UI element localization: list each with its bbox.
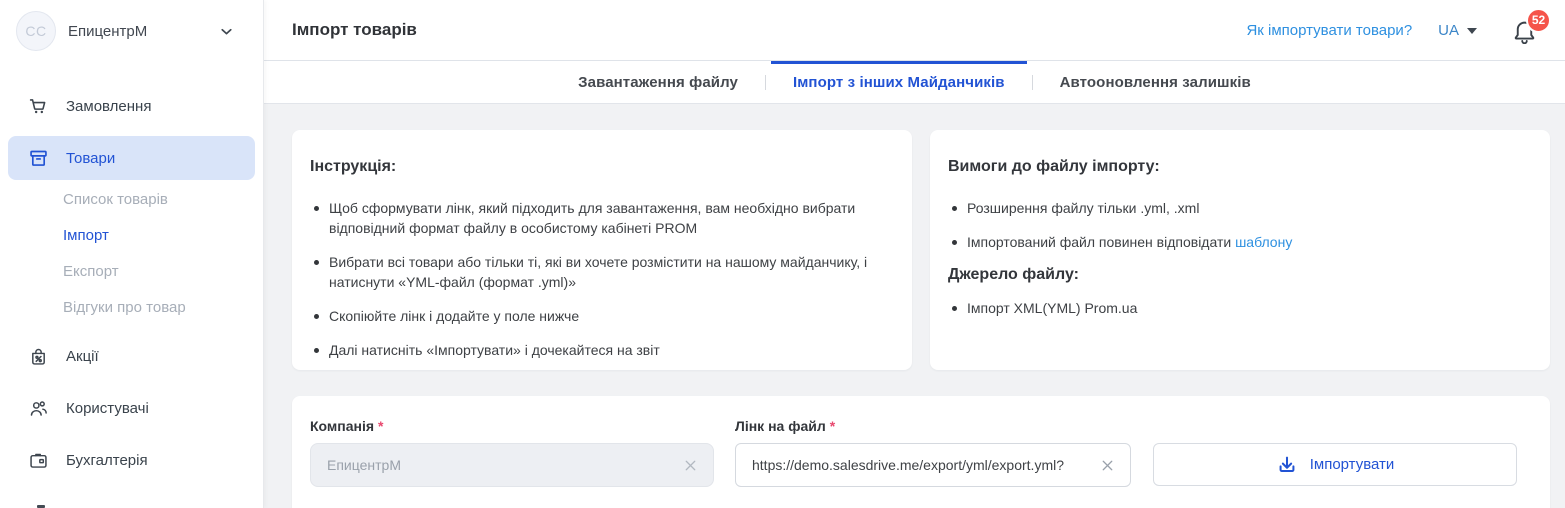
sidebar-item-import[interactable]: Імпорт [63,227,109,244]
requirements-list [948,198,1524,252]
notifications-button[interactable] [1511,13,1546,44]
sidebar-item-users[interactable] [8,386,255,430]
list-item: Імпорт XML(YML) Prom.ua [948,298,1524,318]
tab-import-marketplaces[interactable]: Імпорт з інших Майданчиків [766,61,1032,103]
required-asterisk: * [378,418,384,434]
tab-stock-autoupdate[interactable]: Автооновлення залишків [1059,73,1251,91]
clear-icon[interactable] [1099,457,1116,474]
notifications-badge: 52 [1526,8,1551,33]
requirement-text: Імпортований файл повинен відповідати [967,234,1236,250]
list-item: Розширення файлу тільки .yml, .xml [948,198,1524,218]
import-form-card [292,396,1550,508]
list-item: Скопіюйте лінк і додайте у поле нижче [310,306,886,326]
language-code: UA [1438,21,1459,39]
instruction-card [292,130,912,370]
company-field [310,418,714,487]
file-source-title: Джерело файлу: [948,266,1079,283]
tabs [264,61,1565,104]
cart-icon [28,96,49,117]
list-item [948,232,1524,252]
sidebar-item-product-reviews[interactable]: Відгуки про товар [63,299,186,316]
sidebar-item-label: Акції [66,347,99,365]
list-item: Вибрати всі товари або тільки ті, які ви хочете розмістити на нашому майданчику, і натиснути «YML-файл (формат .yml)» [310,252,886,292]
clear-icon[interactable] [682,457,699,474]
company-input[interactable] [327,457,674,473]
file-link-label: Лінк на файл * [735,418,836,434]
wallet-icon [28,450,49,471]
file-link-input-wrapper [735,443,1131,487]
page-title: Імпорт товарів [292,20,417,39]
users-icon [28,398,49,419]
sidebar-item-accounting[interactable] [8,438,255,482]
caret-down-icon [1467,21,1477,39]
list-item: Щоб сформувати лінк, який підходить для завантаження, вам необхідно вибрати відповідний формат файлу в особистому кабінеті PROM [310,198,886,238]
sidebar-item-export[interactable]: Експорт [63,263,119,280]
file-source-list [948,298,1524,318]
avatar [16,11,56,51]
template-link[interactable]: шаблону [1235,234,1293,250]
sidebar-item-orders[interactable] [8,84,255,128]
company-input-wrapper [310,443,714,487]
package-icon [28,148,49,169]
company-label: Компанія * [310,418,384,434]
file-link-field [735,418,1131,487]
import-button-label: Імпортувати [1309,456,1395,473]
sidebar-item-label: Бухгалтерія [66,451,148,469]
sidebar [0,0,264,508]
help-link[interactable]: Як імпортувати товари? [1246,21,1413,39]
account-switcher[interactable] [0,0,263,62]
content [264,104,1565,508]
tab-file-upload[interactable]: Завантаження файлу [578,73,738,91]
import-button[interactable] [1153,443,1517,486]
requirements-card [930,130,1550,370]
account-name: ЕпицентрМ [68,22,148,40]
instruction-title: Інструкція: [310,158,397,175]
products-submenu [0,190,263,318]
sidebar-item-product-list[interactable]: Список товарів [63,191,168,208]
sidebar-item-label: Користувачі [66,399,149,417]
sidebar-item-products[interactable] [8,136,255,180]
page-header [264,0,1565,61]
sidebar-item-label: Замовлення [66,97,152,115]
sidebar-nav [0,84,263,482]
download-icon [1276,454,1298,476]
sidebar-item-promotions[interactable] [8,334,255,378]
list-item: Далі натисніть «Імпортувати» і дочекайтеся на звіт [310,340,886,360]
language-selector[interactable] [1438,21,1477,39]
required-asterisk: * [829,418,836,434]
bag-percent-icon [28,346,49,367]
instruction-list [310,198,886,360]
chevron-down-icon [218,23,235,40]
file-link-input[interactable] [752,457,1091,473]
avatar-initials: CC [25,23,47,39]
import-button-column [1153,418,1517,486]
main-area [264,0,1565,508]
requirements-title: Вимоги до файлу імпорту: [948,158,1160,175]
info-cards-row [292,130,1550,370]
sidebar-item-label: Товари [66,149,116,167]
header-actions [1246,13,1546,44]
